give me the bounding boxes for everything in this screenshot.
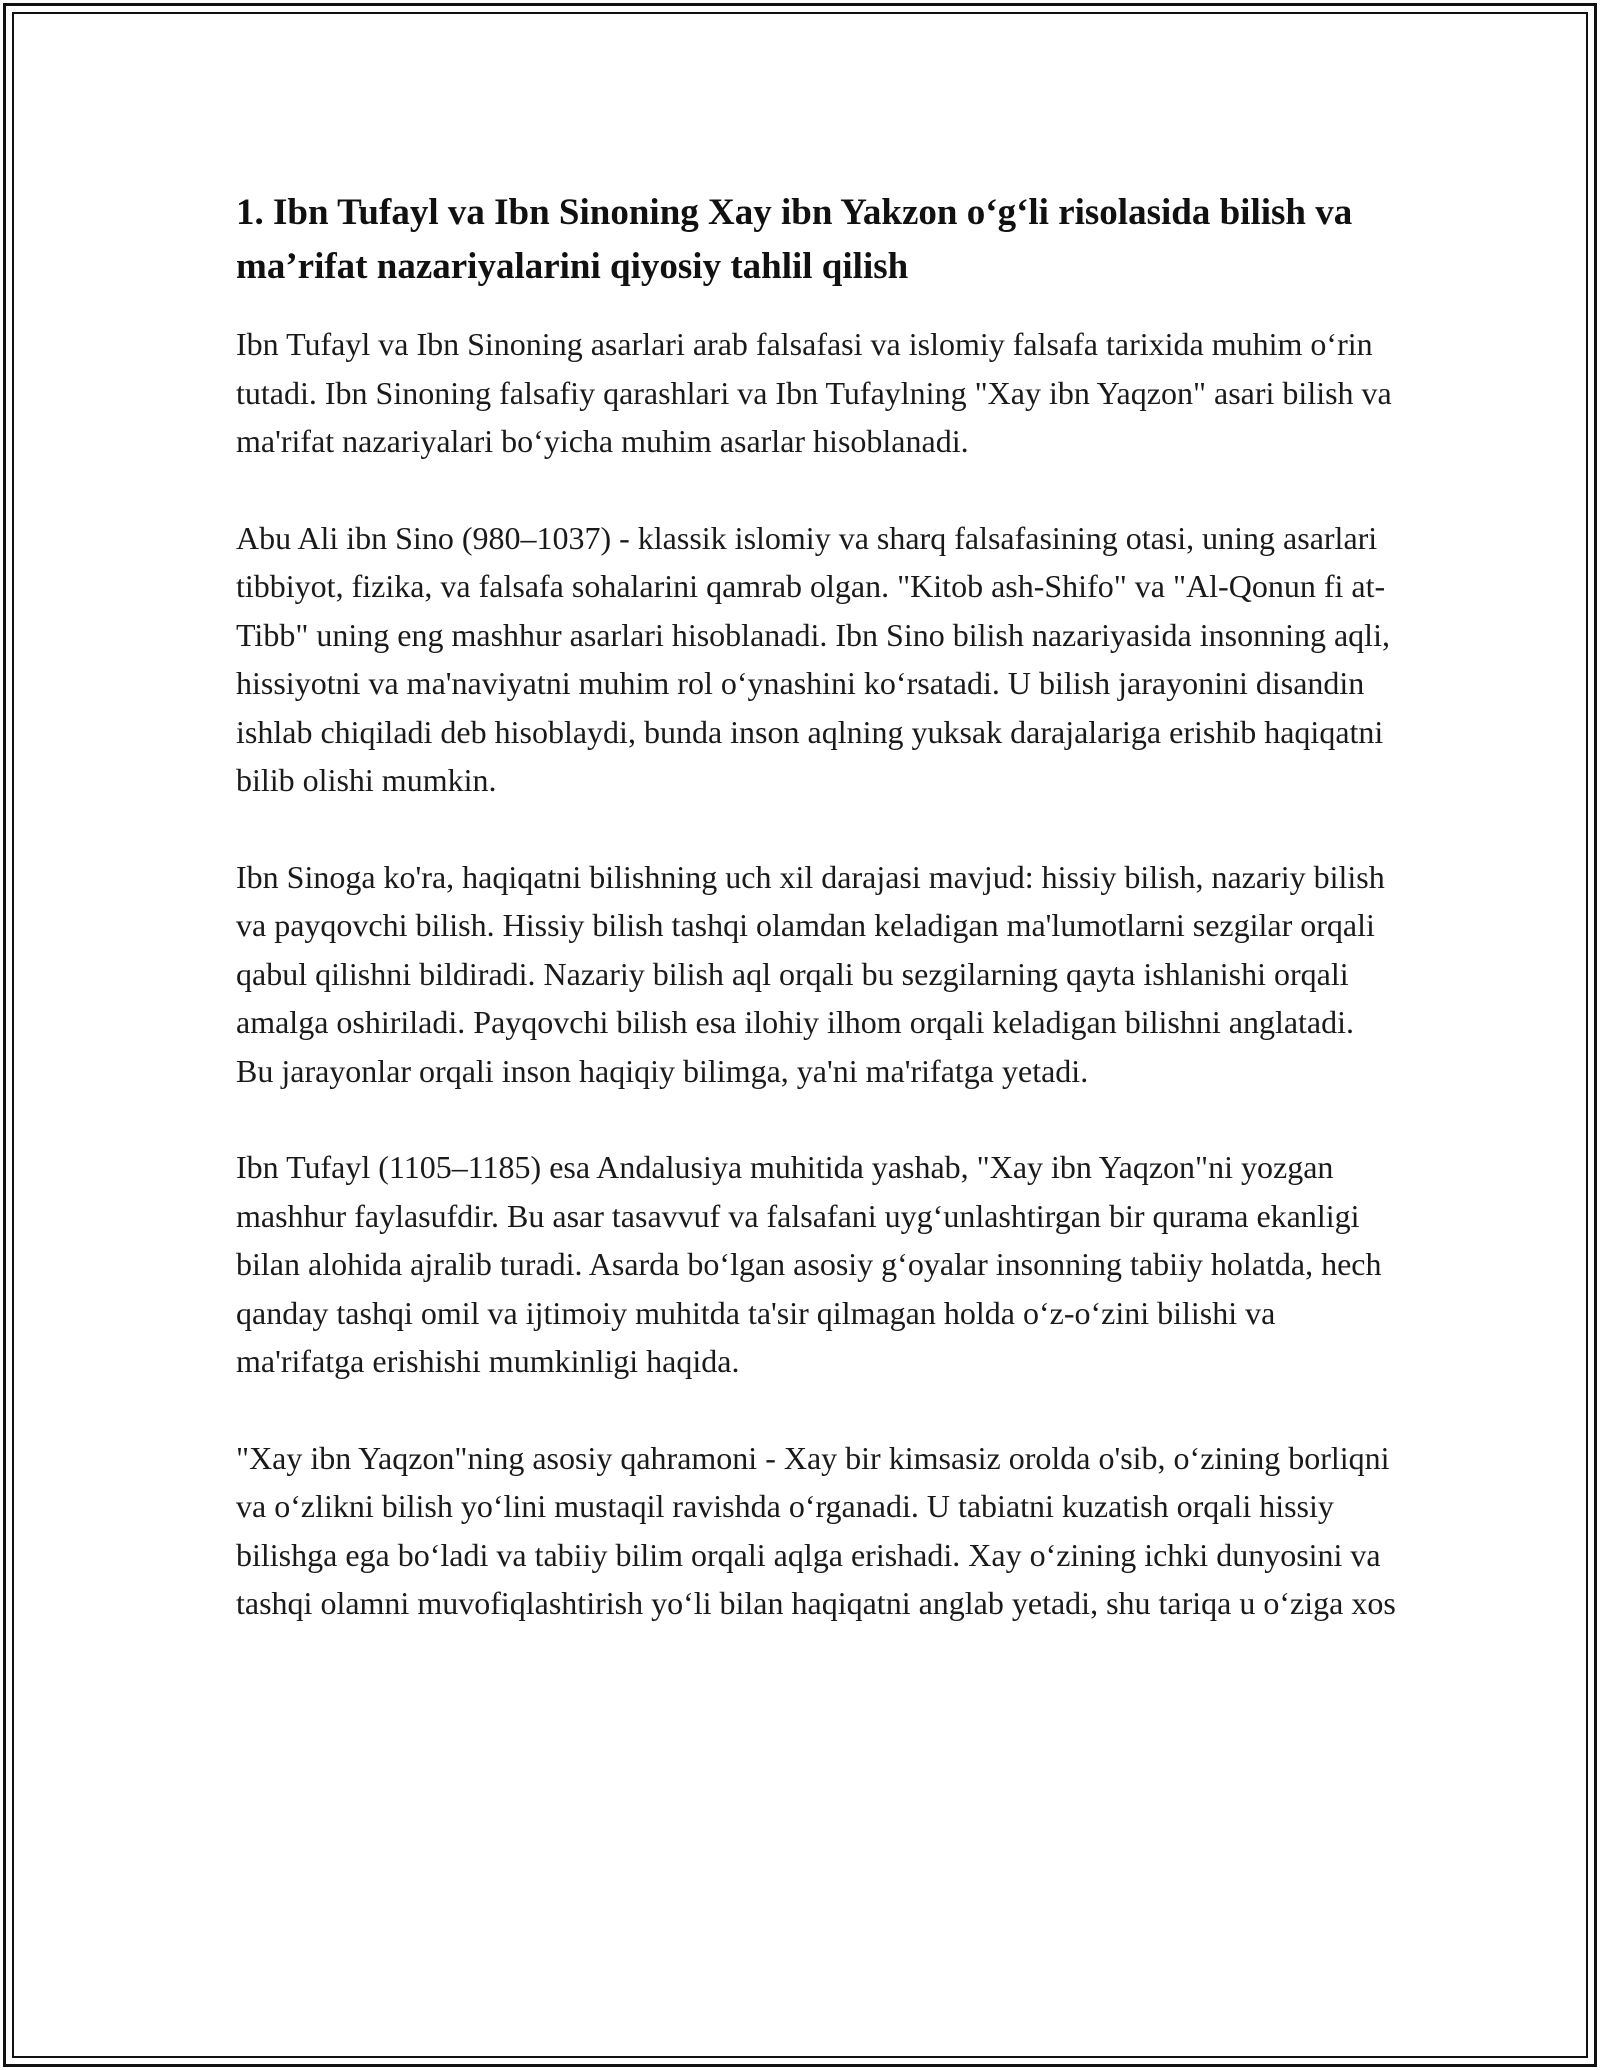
paragraph-xay-ibn-yaqzon: "Xay ibn Yaqzon"ning asosiy qahramoni - Xay bir kimsasiz orolda o'sib, o‘zining borliqni va o‘zlikni bilish yo‘lini mustaqil ravishda o‘rganadi. U tabiatni kuzatish orqali hissiy bilishga ega bo‘ladi va tabiiy bilim orqali aqlga erishadi. Xay o‘zining ichki dunyosini va tashqi olamni muvofiqlashtirish yo‘li bilan haqiqatni anglab yetadi, shu tariqa u o‘ziga xos	[236, 1439, 1396, 1621]
paragraph-knowledge-levels: Ibn Sinoga ko'ra, haqiqatni bilishning uch xil darajasi mavjud: hissiy bilish, nazariy bilish va payqovchi bilish. Hissiy bilish tashqi olamdan keladigan ma'lumotlarni sezgilar orqali qabul qilishni bildiradi. Nazariy bilish aql orqali bu sezgilarning qayta ishlanishi orqali amalga oshiriladi. Payqovchi bilish esa ilohiy ilhom orqali keladigan bilishni anglatadi. Bu jarayonlar orqali inson haqiqiy bilimga, ya'ni ma'rifatga yetadi.	[236, 858, 1385, 1089]
paragraph-ibn-sino: Abu Ali ibn Sino (980–1037) - klassik islomiy va sharq falsafasining otasi, uning asarlari tibbiyot, fizika, va falsafa sohalarini qamrab olgan. "Kitob ash-Shifo" va "Al-Qonun fi at-Tibb" uning eng mashhur asarlari hisoblanadi. Ibn Sino bilish nazariyasida insonning aqli, hissiyotni va ma'naviyatni muhim rol o‘ynashini ko‘rsatadi. U bilish jarayonini disandin ishlab chiqiladi deb hisoblaydi, bunda inson aqlning yuksak darajalariga erishib haqiqatni bilib olishi mumkin.	[236, 519, 1390, 798]
paragraph-ibn-tufayl: Ibn Tufayl (1105–1185) esa Andalusiya muhitida yashab, "Xay ibn Yaqzon"ni yozgan mashhur faylasufdir. Bu asar tasavvuf va falsafani uyg‘unlashtirgan bir qurama ekanligi bilan alohida ajralib turadi. Asarda bo‘lgan asosiy g‘oyalar insonning tabiiy holatda, hech qanday tashqi omil va ijtimoiy muhitda ta'sir qilmagan holda o‘z-o‘zini bilishi va ma'rifatga erishishi mumkinligi haqida.	[236, 1149, 1382, 1379]
document-body	[236, 186, 1396, 1676]
paragraph-intro: Ibn Tufayl va Ibn Sinoning asarlari arab falsafasi va islomiy falsafa tarixida muhim o‘rin tutadi. Ibn Sinoning falsafiy qarashlari va Ibn Tufaylning "Xay ibn Yaqzon" asari bilish va ma'rifat nazariyalari bo‘yicha muhim asarlar hisoblanadi.	[236, 326, 1392, 459]
section-heading: 1. Ibn Tufayl va Ibn Sinoning Xay ibn Yakzon o‘g‘li risolasida bilish va ma’rifat nazariyalarini qiyosiy tahlil qilish	[236, 192, 1353, 287]
